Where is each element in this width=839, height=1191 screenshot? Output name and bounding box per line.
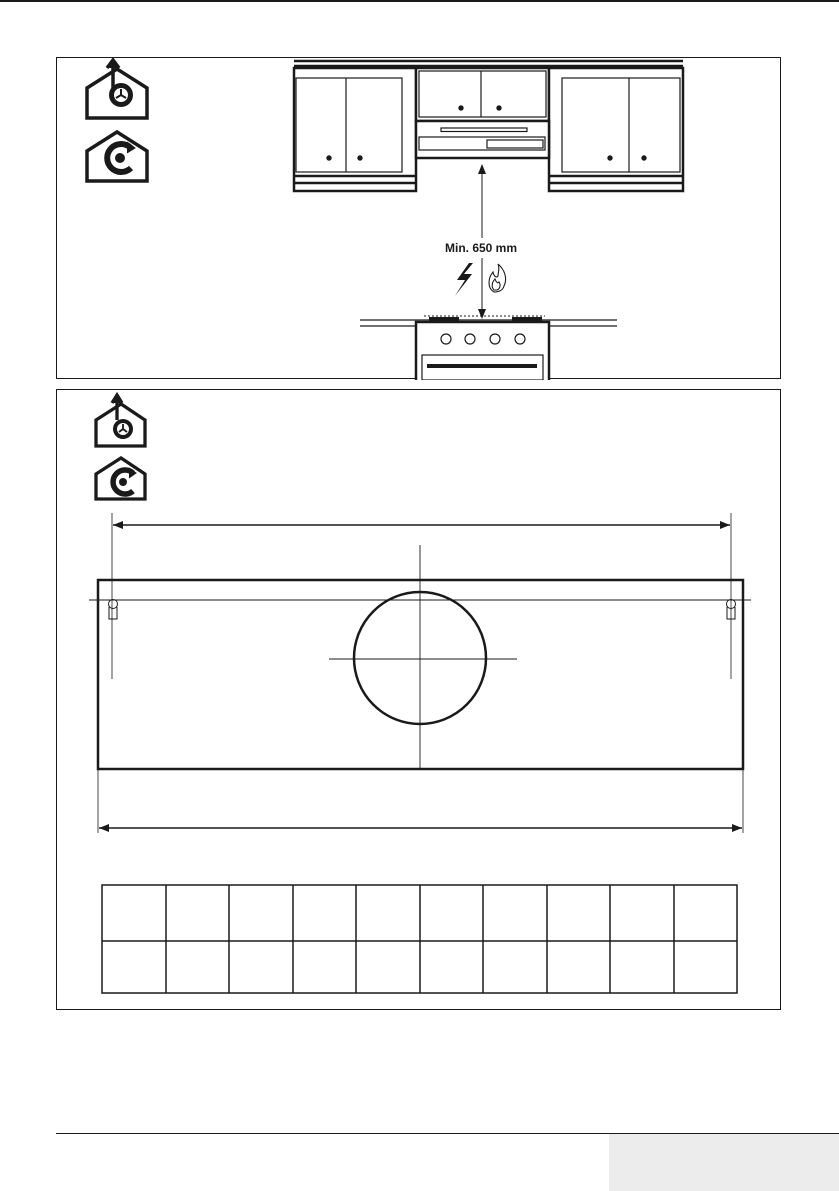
page-number-tab	[609, 1134, 839, 1191]
exhaust-mode-icon	[96, 395, 145, 446]
keyhole-left	[109, 600, 118, 620]
hole-spacing-dimension	[112, 513, 731, 679]
dimensions-table	[102, 885, 737, 993]
top-rule	[0, 0, 839, 2]
width-dimension	[98, 770, 743, 833]
mounting-template-panel	[56, 389, 781, 1010]
cooker-and-worktop	[360, 316, 617, 380]
gas-flame-icon	[489, 264, 506, 292]
installation-panel	[56, 57, 781, 379]
min-distance-label: Min. 650 mm	[445, 241, 518, 255]
recirculation-mode-icon	[96, 458, 145, 499]
recirculation-mode-icon	[87, 132, 147, 181]
cooker-hood	[416, 121, 549, 158]
electric-hob-icon	[455, 263, 473, 296]
installation-diagram	[57, 58, 782, 380]
hood-template	[89, 545, 751, 769]
mounting-template-diagram	[57, 390, 782, 1011]
exhaust-mode-icon	[87, 60, 147, 118]
